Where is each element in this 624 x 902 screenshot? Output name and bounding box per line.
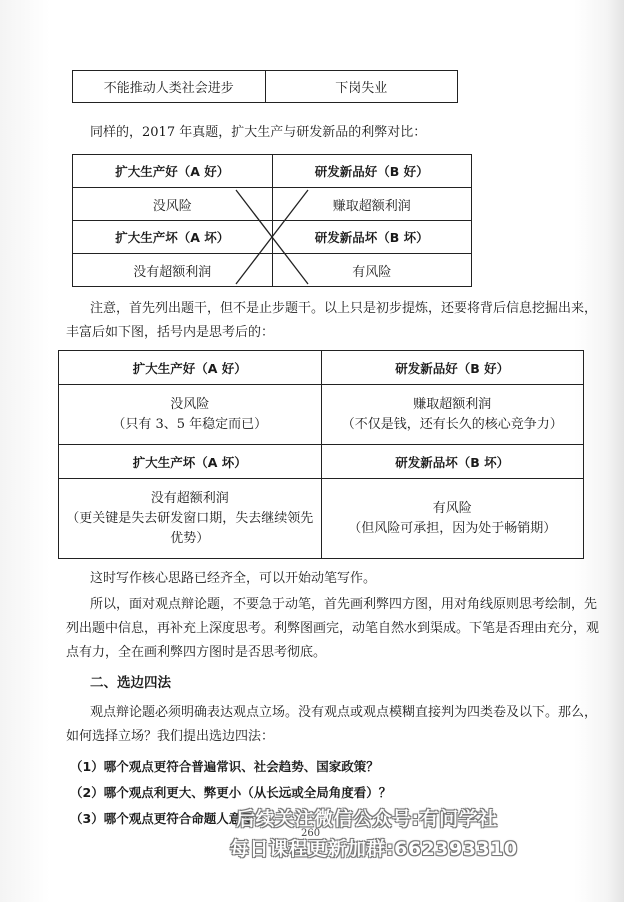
table-row [59, 385, 584, 445]
table-row [59, 479, 584, 559]
table-cell: 赚取超额利润 [272, 188, 472, 221]
table-header-cell: 扩大生产坏（A 坏） [73, 221, 273, 254]
paragraph-choose-1: 观点辩论题必须明确表达观点立场。没有观点或观点模糊直接判为四类卷及以下。那么， [90, 705, 598, 720]
paragraph-so-2: 列出题中信息，再补充上深度思考。利弊图画完，动笔自然水到渠成。下笔是否理由充分，观 [66, 621, 600, 636]
list-item: （3）哪个观点更符合命题人意图 [70, 811, 254, 826]
paragraph-so-3: 点有力，全在画利弊四方图时是否思考彻底。 [66, 645, 327, 660]
table-cell: 不能推动人类社会进步 [73, 71, 266, 103]
cell-line: 没风险 [170, 396, 210, 412]
table-cell [321, 385, 584, 445]
cell-line: 优势） [170, 530, 210, 546]
table-cell [321, 479, 584, 559]
paragraph-note-1: 注意，首先列出题干，但不是止步题干。以上只是初步提炼，还要将背后信息挖掘出来， [90, 301, 598, 316]
paragraph-so-1: 所以，面对观点辩论题，不要急于动笔，首先画利弊四方图，用对角线原则思考绘制，先 [90, 597, 598, 612]
paragraph-2017: 同样的，2017 年真题，扩大生产与研发新品的利弊对比： [90, 125, 427, 140]
table-row [59, 351, 584, 385]
table-cell: 有风险 [272, 254, 472, 287]
table-cell: 没风险 [73, 188, 273, 221]
table-cell: 下岗失业 [265, 71, 458, 103]
table-cell: 没有超额利润 [73, 254, 273, 287]
cell-line: （更关键是失去研发窗口期，失去继续领先 [66, 510, 314, 526]
comparison-table-2 [58, 350, 584, 559]
table-header-cell: 扩大生产坏（A 坏） [59, 445, 322, 479]
paragraph-core: 这时写作核心思路已经齐全，可以开始动笔写作。 [90, 571, 377, 586]
cell-line: （但风险可承担，因为处于畅销期） [348, 520, 557, 536]
cell-line: （不仅是钱，还有长久的核心竞争力） [341, 416, 563, 432]
table-header-cell: 扩大生产好（A 好） [59, 351, 322, 385]
list-item: （1）哪个观点更符合普遍常识、社会趋势、国家政策？ [70, 759, 379, 774]
table-header-cell: 扩大生产好（A 好） [73, 155, 273, 188]
cell-line: 没有超额利润 [150, 490, 229, 506]
list-item: （2）哪个观点利更大、弊更小（从长远或全局角度看）？ [70, 785, 392, 800]
paragraph-choose-2: 如何选择立场？我们提出选边四法： [66, 729, 275, 744]
table-header-cell: 研发新品坏（B 坏） [272, 221, 472, 254]
table-header-cell: 研发新品好（B 好） [272, 155, 472, 188]
table-row [59, 445, 584, 479]
table-header-cell: 研发新品坏（B 坏） [321, 445, 584, 479]
watermark-line-1: 后续关注微信公众号:有问学社 [236, 808, 498, 830]
watermark-line-2: 每日课程更新加群:662393310 [230, 838, 518, 860]
table-cell [59, 385, 322, 445]
cell-line: 有风险 [432, 500, 472, 516]
page-number: 260 [301, 828, 321, 839]
cell-line: 赚取超额利润 [413, 396, 492, 412]
section-heading: 二、选边四法 [90, 675, 171, 691]
table-header-cell: 研发新品好（B 好） [321, 351, 584, 385]
paragraph-note-2: 丰富后如下图，括号内是思考后的： [66, 325, 275, 340]
table-cell [59, 479, 322, 559]
cell-line: （只有 3、5 年稳定而已） [112, 416, 268, 432]
